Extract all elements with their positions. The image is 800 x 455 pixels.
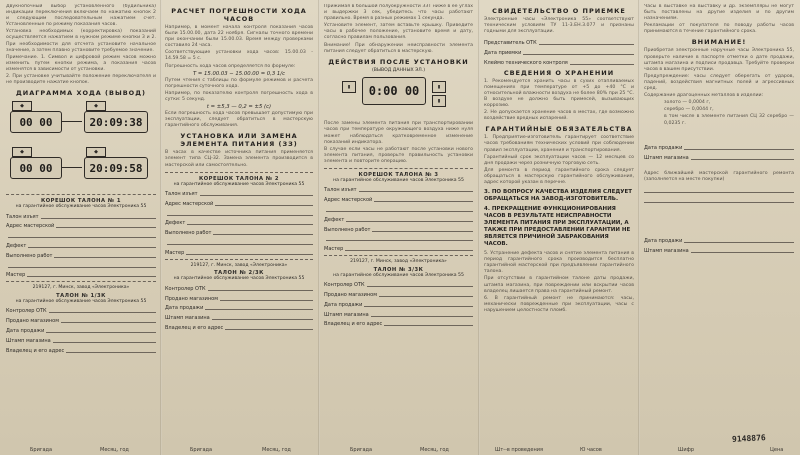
- footer-label: Месяц, год: [100, 447, 129, 453]
- footer-label: Цена: [770, 447, 784, 453]
- form-field: [165, 282, 313, 292]
- field-label: Штамп магазина: [6, 337, 51, 344]
- coupon-subtitle: на гарантийное обслуживание часов Электроника 55: [333, 178, 464, 183]
- paragraph: 1. Рекомендуется хранить часы в сухих отапливаемых помещениях при температуре от +5 до +40 °С и относительной влажности воздуха не более 80% при 25 °С. В воздухе не должно быть примесей, вызывающих коррозию.: [484, 78, 634, 109]
- lcd-diagram: [6, 99, 156, 191]
- field-line: [212, 319, 313, 320]
- button-icon: ▮: [432, 81, 446, 93]
- paragraph: Например, по показателю контроля погрешность хода в сутки: 5 секунд.: [165, 90, 313, 102]
- form-field: [324, 278, 473, 288]
- section-subtitle: (ВЫВОД ДАННЫХ ЭЛ.): [371, 67, 426, 73]
- field-line: [384, 325, 473, 326]
- field-line: [644, 202, 794, 203]
- form-field: [165, 246, 313, 256]
- field-line: [61, 322, 156, 323]
- footer-label: Месяц, год: [262, 447, 291, 453]
- field-label: Дата продажи: [324, 301, 363, 308]
- coupon-title: КОРЕШОК ТАЛОНА № 2: [199, 175, 279, 182]
- section-title: РАСЧЕТ ПОГРЕШНОСТИ ХОДА ЧАСОВ: [171, 7, 307, 23]
- form-field: [6, 344, 156, 354]
- cut-line: [6, 194, 156, 195]
- field-line: [367, 286, 473, 287]
- field-label: Продано магазином: [6, 318, 59, 325]
- paragraph: Предупреждение: часы следует оберегать от ударов, падений, воздействия магнитных полей и агрессивных сред.: [644, 73, 794, 92]
- intro-text-4: 2. При установке учитывайте положение переключателя и не производите нажатие кнопок.: [6, 74, 156, 86]
- coupon-subtitle: на гарантийное обслуживание часов Электроника 55: [15, 298, 147, 304]
- field-label: Дата продажи: [644, 237, 683, 244]
- field-label: Дата приемки: [484, 49, 522, 56]
- factory-address: 219127, г. Минск, завод «Электроника»: [190, 262, 288, 268]
- field-line: [225, 329, 313, 330]
- paragraph: Погрешность хода часов определяется по формуле:: [165, 63, 296, 69]
- arrow-line: [62, 167, 82, 168]
- shop-stamp-field: [644, 244, 794, 254]
- form-field: [165, 321, 313, 331]
- footer-label: Бригада: [30, 447, 53, 453]
- fold-line: [638, 0, 640, 455]
- footer-label: Ю часов: [580, 447, 602, 453]
- field-line: [208, 290, 313, 291]
- field-line: [56, 227, 156, 228]
- coupon-label: ТАЛОН № 1/3К: [56, 292, 106, 299]
- field-line: [691, 159, 794, 160]
- form-field: [165, 197, 313, 207]
- cut-line: [165, 259, 313, 260]
- formula: Т = 15.00.03 − 15.00.00 = 0,3 1/с: [192, 70, 285, 77]
- field-label: Штамп магазина: [165, 315, 210, 322]
- lcd-display-4: 20:09:58: [84, 157, 148, 179]
- field-line: [167, 215, 313, 216]
- coupon-title: КОРЕШОК ТАЛОНА № 3: [358, 172, 439, 178]
- field-label: Контролер ОТК: [6, 308, 47, 315]
- paragraph: 5. Устранение дефекта часов и снятие элемента питания в период гарантийного срока производится бесплатно гарантийной мастерской при предъявлении гарантийного талона.: [484, 251, 634, 275]
- section-title: УСТАНОВКА ИЛИ ЗАМЕНА ЭЛЕМЕНТА ПИТАНИЯ (ЗЗ): [180, 132, 298, 149]
- cut-line: [6, 281, 156, 282]
- coupon-fields: [6, 210, 156, 279]
- lcd-tab: ◆: [86, 147, 106, 157]
- blank-line: [644, 184, 794, 194]
- paragraph: 2. Не допускается хранение часов в местах, где возможно воздействие вредных испарений.: [484, 110, 634, 122]
- button-icon: ▮: [432, 95, 446, 107]
- form-field: [165, 226, 313, 236]
- form-field: [324, 242, 473, 252]
- field-line: [54, 257, 156, 258]
- field-label: Мастер: [324, 246, 344, 253]
- field-label: Адрес мастерской: [324, 197, 373, 204]
- section-title: ВНИМАНИЕ!: [691, 38, 747, 47]
- fold-line: [318, 0, 320, 455]
- column-5: [644, 4, 794, 444]
- field-line: [41, 218, 156, 219]
- form-field: [165, 217, 313, 227]
- form-field: [6, 305, 156, 315]
- form-field: [6, 239, 156, 249]
- field-label: Мастер: [165, 249, 185, 256]
- field-line: [372, 231, 473, 232]
- column-1: [6, 4, 156, 452]
- field-label: Штамп магазина: [644, 247, 689, 254]
- form-field: [6, 220, 156, 230]
- field-line: [345, 250, 473, 251]
- field-line: [364, 306, 473, 307]
- control-fields: [6, 305, 156, 354]
- acceptance-field: [484, 56, 634, 66]
- formula: t = ±5,3 — 0,2 = ±5 (с): [206, 104, 272, 111]
- field-line: [200, 195, 313, 196]
- field-label: Штамп магазина: [644, 155, 689, 162]
- coupon-subtitle: на гарантийное обслуживание часов Электроника 55: [173, 276, 305, 282]
- field-line: [8, 267, 156, 268]
- field-line: [326, 211, 473, 212]
- field-label: Адрес мастерской: [6, 223, 55, 230]
- coupon-subtitle: на гарантийное обслуживание часов Электроника 55: [333, 272, 464, 278]
- intro-text-2: Установка необходимых (корректировка) показаний осуществляется нажатием в нужном режиме кнопки 3 и 2. При необходимости для отсчета установите начальное значение, а затем плавно установите требуемое значение.: [6, 29, 156, 53]
- coupon-subtitle: на гарантийное обслуживание часов Электроника 55: [15, 204, 147, 210]
- field-label: Выполнено работ: [324, 226, 371, 233]
- form-field: [6, 334, 156, 344]
- form-field: [324, 223, 473, 233]
- paragraph: Для ремонта в период гарантийного срока следует обращаться в мастерскую гарантийного обслуживания, адрес которой указан в перечне.: [484, 167, 634, 185]
- field-label: Контролер ОТК: [324, 282, 365, 289]
- coupon-fields: [165, 187, 313, 256]
- field-line: [46, 332, 156, 333]
- coupon-label: ТАЛОН № 2/3К: [214, 270, 264, 277]
- field-label: Талон изъят: [6, 213, 39, 220]
- field-line: [167, 244, 313, 245]
- paragraph: Гарантийный срок эксплуатации часов — 12 месяцев со дня продажи через розничную торговую сеть.: [484, 154, 634, 166]
- field-line: [215, 205, 313, 206]
- form-field: [6, 324, 156, 334]
- form-field: [165, 187, 313, 197]
- field-label: Адрес мастерской: [165, 200, 214, 207]
- field-line: [570, 64, 634, 65]
- paragraph: Соответствующие установки хода часов: 15.00.03 - 14.59.58 = 5 с.: [165, 50, 313, 62]
- lcd-display-3: 00 00: [10, 157, 62, 179]
- lcd-display-1: 00 00: [10, 111, 62, 133]
- paragraph: В случае если часы не работают после установки нового элемента питания, проверьте правильность установки элемента и повторите операцию.: [324, 146, 473, 164]
- form-field: [165, 302, 313, 312]
- factory-address: 219127, г. Минск, завод «Электроника»: [350, 259, 447, 265]
- lcd-tab: ◆: [12, 147, 32, 157]
- fold-line: [160, 0, 162, 455]
- caps-notice: 3. ПО ВОПРОСУ КАЧЕСТВА ИЗДЕЛИЯ СЛЕДУЕТ ОБРАЩАТЬСЯ НА ЗАВОД-ИЗГОТОВИТЕЛЬ.: [484, 189, 632, 203]
- factory-address: 219127, г. Минск, завод «Электроника»: [32, 285, 130, 291]
- cut-line: [165, 172, 313, 173]
- paragraph: Например, в момент начала контроля показания часов были 15.00.00, дата 22 ноября. Сигналы точного времени при окончании были 15.00.03. Время между проверками составило 24 часа.: [165, 25, 313, 49]
- field-line: [220, 300, 313, 301]
- acceptance-field: [484, 46, 634, 56]
- form-field: [6, 210, 156, 220]
- field-line: [379, 296, 473, 297]
- field-label: Представитель ОТК: [484, 40, 537, 47]
- form-field: [6, 249, 156, 259]
- shop-stamp-field: [644, 151, 794, 161]
- field-line: [27, 276, 156, 277]
- sale-date-field: [644, 234, 794, 244]
- field-line: [53, 342, 156, 343]
- field-label: Владелец и его адрес: [165, 324, 224, 331]
- coupon-subtitle: на гарантийное обслуживание часов Электроника 55: [173, 181, 305, 187]
- lcd-tab: ◆: [12, 101, 32, 111]
- field-label: Продано магазином: [165, 295, 218, 302]
- repair-address-label: Адрес ближайшей мастерской гарантийного ремонта (заполняется на месте покупки): [644, 171, 794, 183]
- section-title: ГАРАНТИЙНЫЕ ОБЯЗАТЕЛЬСТВА: [485, 125, 633, 134]
- field-label: Выполнено работ: [165, 230, 212, 237]
- form-field: [324, 203, 473, 213]
- field-label: Дата продажи: [6, 327, 45, 334]
- field-line: [684, 149, 794, 150]
- paragraph: Внимание! При обнаружении неисправности элемента питания следует обратиться в мастерскую.: [324, 42, 473, 54]
- lcd-display-2: 20:09:38: [84, 111, 148, 133]
- paragraph: Путем чтения с таблицы по формуле режимов и расчета погрешности суточного хода.: [165, 77, 313, 89]
- control-fields: [165, 282, 313, 331]
- form-field: [324, 184, 473, 194]
- field-line: [684, 242, 794, 243]
- cut-line: [324, 168, 473, 169]
- metal-content: серебро — 0,0044 г,: [664, 107, 714, 113]
- paragraph: При отсутствии в гарантийном талоне даты продажи, штампа магазина, при повреждении или вскрытии часов владелец лишается права на гарантийный ремонт.: [484, 276, 634, 294]
- field-line: [644, 192, 794, 193]
- field-line: [187, 224, 313, 225]
- lcd-tab: ◆: [86, 101, 106, 111]
- form-field: [165, 292, 313, 302]
- coupon-title: КОРЕШОК ТАЛОНА № 1: [41, 198, 121, 205]
- lcd-display: 0:00 00: [362, 77, 426, 105]
- column-2: [165, 4, 313, 452]
- field-label: Дефект: [324, 216, 345, 223]
- field-line: [186, 254, 313, 255]
- form-field: [165, 207, 313, 217]
- field-label: Дефект: [165, 220, 186, 227]
- form-field: [324, 308, 473, 318]
- paragraph: Часы в выставке на выставку и др. экземпляры не могут быть поставлены на другие изделия и по другим назначениям.: [644, 4, 794, 22]
- caps-notice: 4. ПРЕКРАЩЕНИЕ ФУНКЦИОНИРОВАНИЯ ЧАСОВ В РЕЗУЛЬТАТЕ НЕИСПРАВНОСТИ ЭЛЕМЕНТА ПИТАНИЯ ПРИ ЭКСПЛУАТАЦИИ, А ТАКЖЕ ПРИ ПРЕДОСТАВЛЕНИИ ГАРАНТИИ НЕ ЯВЛЯЕТСЯ ПРИЧИНОЙ ЗАБРАКОВАНИЯ ЧАСОВ.: [484, 206, 631, 248]
- section-title: СВЕДЕНИЯ О ХРАНЕНИИ: [503, 68, 615, 77]
- field-line: [28, 247, 156, 248]
- paragraph: В часах в качестве источника питания применяется элемент типа СЦ-32. Замена элемента производится в мастерской или самостоятельно.: [165, 150, 313, 168]
- ink-stamp-code: 9148876: [731, 433, 766, 444]
- field-line: [374, 201, 473, 202]
- lcd-diagram: [324, 73, 473, 121]
- form-field: [324, 288, 473, 298]
- form-field: [165, 311, 313, 321]
- paragraph: После замены элемента питания при транспортировании часов при температуре окружающего воздуха ниже нуля может наблюдаться кратковременное изменение показаний индикатора.: [324, 121, 473, 145]
- field-line: [539, 44, 634, 45]
- fold-line: [478, 0, 480, 455]
- footer-label: Месяц, год: [420, 447, 449, 453]
- field-label: Контролер ОТК: [165, 285, 206, 292]
- field-line: [66, 352, 156, 353]
- field-line: [8, 237, 156, 238]
- footer-label: Шифр: [678, 447, 695, 453]
- field-label: Владелец и его адрес: [6, 347, 65, 354]
- column-3: [324, 4, 473, 452]
- field-label: Дефект: [6, 243, 27, 249]
- field-line: [326, 240, 473, 241]
- form-field: [6, 259, 156, 269]
- field-line: [49, 312, 156, 313]
- field-label: Талон изъят: [324, 187, 357, 194]
- diagram-title: ДИАГРАММА ХОДА (ВЫВОД): [16, 89, 146, 98]
- acceptance-field: [484, 36, 634, 46]
- field-line: [346, 221, 473, 222]
- column-4: [484, 4, 634, 452]
- footer-label: Бригада: [350, 447, 373, 453]
- field-line: [213, 234, 313, 235]
- field-label: Мастер: [6, 272, 26, 279]
- intro-text-3: Примечание. 1. Символ и цифровой режим часов можно изменить путем кнопки режима, а показания часов изменятся в зависимости от установки.: [6, 54, 156, 72]
- paragraph: Если погрешность хода часов превышает допустимую при эксплуатации, следует обратиться в мастерскую гарантийного обслуживания.: [165, 111, 313, 129]
- section-title: ДЕЙСТВИЯ ПОСЛЕ УСТАНОВКИ: [328, 57, 469, 66]
- paragraph: Рекламации от покупателя по поводу работы часов принимаются в течение гарантийного срока.: [644, 23, 794, 35]
- field-label: Продано магазином: [324, 291, 377, 298]
- control-fields: [324, 278, 473, 327]
- blank-line: [644, 194, 794, 204]
- form-field: [324, 193, 473, 203]
- sale-date-field: [644, 142, 794, 152]
- field-label: Талон изъят: [165, 190, 198, 197]
- field-line: [523, 54, 634, 55]
- section-title: СВИДЕТЕЛЬСТВО О ПРИЕМКЕ: [492, 7, 626, 15]
- field-line: [359, 191, 473, 192]
- metal-content: в том числе в элементе питания СЦ 32 серебро — 0,0235 г.: [664, 114, 794, 126]
- metal-content: золото — 0,0004 г,: [664, 100, 711, 106]
- field-label: Дата продажи: [165, 305, 204, 312]
- paragraph: Электронные часы «Электроника 55» соответствуют техническим условиям ТУ 11-3.ЕН.3.077 и признаны годными для эксплуатации.: [484, 17, 634, 35]
- coupon-fields: [324, 184, 473, 253]
- form-field: [6, 314, 156, 324]
- form-field: [6, 229, 156, 239]
- field-line: [691, 252, 794, 253]
- arrow-line: [62, 121, 82, 122]
- form-field: [324, 213, 473, 223]
- intro-text: Двукнопочный выбор установленного (будильника) индикации переключения включаем по нажатию кнопок 2 и следующим последовательным нажатием счет. Установленные по режиму показания часов.: [6, 4, 156, 28]
- paragraph: 6. В гарантийный ремонт не принимаются: часы, механически поврежденные при эксплуатации, часы с нарушением целостности пломб.: [484, 295, 634, 313]
- field-label: Дата продажи: [644, 145, 683, 152]
- footer-label: Бригада: [190, 447, 213, 453]
- field-label: Выполнено работ: [6, 252, 53, 259]
- paragraph: 1. Предприятие-изготовитель гарантирует соответствие часов требованиям технических условий при соблюдении правил эксплуатации, хранения и транспортирования.: [484, 135, 634, 153]
- field-label: Владелец и его адрес: [324, 321, 383, 328]
- footer-label: Шт--в проведения: [495, 447, 543, 453]
- form-field: [165, 236, 313, 246]
- form-field: [324, 233, 473, 243]
- paragraph: Установите элемент, затем вставьте крышку. Приведите часы в рабочее положение, установите время и дату, согласно правилам пользования.: [324, 23, 473, 41]
- form-field: [6, 269, 156, 279]
- button-icon: ▮: [342, 81, 356, 93]
- form-field: [324, 298, 473, 308]
- field-line: [205, 309, 313, 310]
- cut-line: [324, 255, 473, 256]
- field-label: Клеймо технического контроля: [484, 59, 568, 66]
- paragraph: Содержание драгоценных металлов в изделии:: [644, 93, 764, 99]
- paragraph: Приобретая электронные наручные часы Электроника 55, проверьте наличие в паспорте отметки о дате продажи, штампа магазина и подписи продавца. Требуйте проверки часов в вашем присутствии.: [644, 48, 794, 72]
- coupon-label: ТАЛОН № 3/3К: [373, 266, 424, 273]
- paragraph: Прижимая в большой полуокружности ЗЗТ ниже в ее углах и выдержки 3 сек, убедитесь что часы работают правильно. Время в разных режимах 1 секунда.: [324, 4, 473, 22]
- form-field: [324, 318, 473, 328]
- field-label: Штамп магазина: [324, 311, 369, 318]
- field-line: [371, 316, 473, 317]
